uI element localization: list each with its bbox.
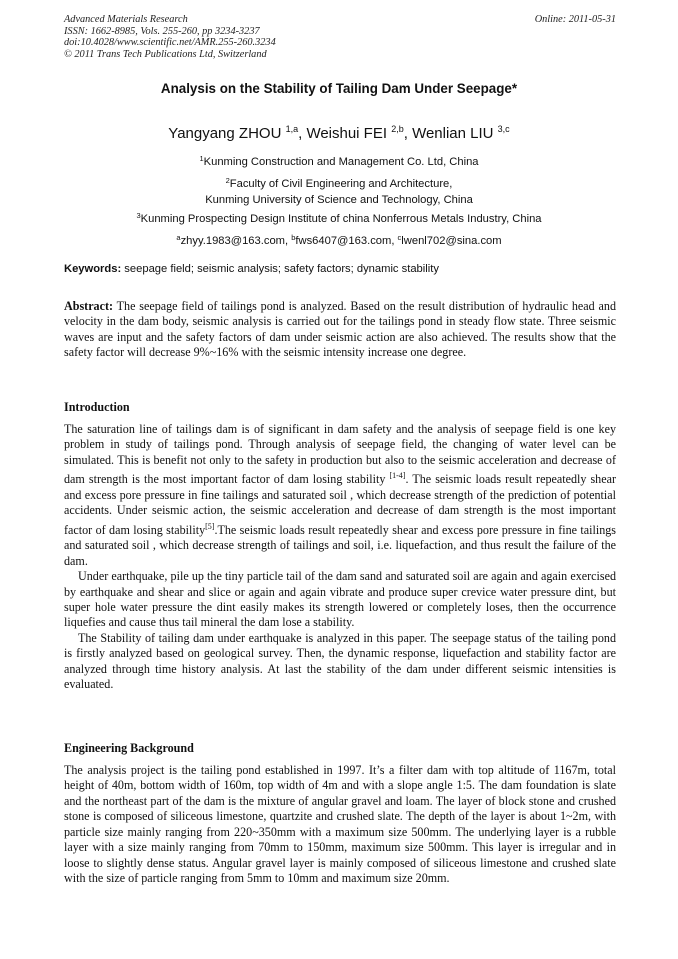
online-date: Online: 2011-05-31 xyxy=(534,14,616,25)
email-address: lwenl702@sina.com xyxy=(401,235,502,247)
introduction-body xyxy=(64,422,616,693)
journal-name: Advanced Materials Research xyxy=(64,14,188,25)
affiliation-3 xyxy=(0,208,678,228)
paper-title: Analysis on the Stability of Tailing Dam Under Seepage* xyxy=(160,81,518,96)
issn-line: ISSN: 1662-8985, Vols. 255-260, pp 3234-3237 xyxy=(64,25,260,37)
affiliation-text: Kunming Prospecting Design Institute of china Nonferrous Metals Industry, China xyxy=(140,213,542,225)
abstract-label: Abstract: xyxy=(64,299,114,313)
author-superscript: 3,c xyxy=(497,124,510,134)
author-separator: , xyxy=(298,125,307,142)
author-superscript: 1,a xyxy=(285,124,299,134)
email-marker: c xyxy=(397,233,402,242)
affiliation-marker: 2 xyxy=(225,176,230,185)
author-list xyxy=(0,124,678,142)
keywords-text: seepage field; seismic analysis; safety factors; dynamic stability xyxy=(121,263,439,275)
engineering-background-body xyxy=(64,763,616,887)
copyright-line: © 2011 Trans Tech Publications Ltd, Switzerland xyxy=(64,48,267,60)
affiliation-2 xyxy=(0,173,678,208)
paragraph: The Stability of tailing dam under earthquake is analyzed in this paper. The seepage status of the tailing pond is firstly analyzed based on geological survey. Then, the dynamic response, liquefaction and stability factor are analyzed through time history analysis. At last the stability of the dam under different seismic intensities is evaluated. xyxy=(64,630,616,692)
affiliation-text: Kunming Construction and Management Co. Ltd, China xyxy=(203,156,479,168)
author-separator: , xyxy=(403,125,413,142)
paragraph: Under earthquake, pile up the tiny particle tail of the dam sand and saturated soil are again and again exercised by earthquake and shear and slice or again and again vibrate and produce super crevice water pressure dint, but super hole water pressure the dint easily makes its strength lowered or completely loses, then the occurrence liquefies and cause thus tail mineral the dam lose a stability. xyxy=(64,569,616,630)
email-line xyxy=(0,230,678,250)
paragraph-text: . The seismic loads result repeatedly shear and excess pore pressure in fine tailings and saturated soil , which decrease strength of the prediction of potential accidents. Under seismic action, the seismic acceleration and decrease of dam strength is the most important factor of dam losing stability xyxy=(64,472,616,537)
abstract-text: The seepage field of tailings pond is analyzed. Based on the result distribution of hydraulic head and velocity in the dam body, seismic analysis is carried out for the tailings pond in steady flow state. Three seismic waves are input and the safety factors of dam under seismic action are also achieved. The results show that the safety factor will decrease 9%~16% with the seismic intensity increase one degree. xyxy=(64,299,616,360)
affiliation-text: Faculty of Civil Engineering and Architecture, xyxy=(229,178,453,190)
citation: [1-4] xyxy=(389,471,406,481)
keywords-label: Keywords: xyxy=(64,263,122,275)
section-heading-introduction: Introduction xyxy=(64,400,130,414)
email-address: zhyy.1983@163.com, xyxy=(180,235,292,247)
section-heading-engineering-background: Engineering Background xyxy=(64,741,194,755)
affiliation-text: Kunming University of Science and Technology, China xyxy=(205,193,473,206)
paragraph-text: The saturation line of tailings dam is of significant in dam safety and the analysis of seepage field is one key problem in study of tailings pond. Through analysis of seepage field, the changing of water level can be simulated. This is benefit not only to the safety in production but also to the seismic acceleration and decrease of dam strength is the most important factor of dam losing stability xyxy=(64,422,616,487)
paragraph-text: .The seismic loads result repeatedly shear and excess pore pressure in fine tailings and saturated soil , which decrease strength of tailings and soil, i.e. liquefaction, and thus result the failure of the dam. xyxy=(64,522,616,568)
doi-line: doi:10.4028/www.scientific.net/AMR.255-260.3234 xyxy=(64,37,276,49)
author-name: Weishui FEI xyxy=(306,125,388,142)
author-name: Yangyang ZHOU xyxy=(168,125,282,142)
email-address: fws6407@163.com, xyxy=(295,235,398,247)
affiliation-1 xyxy=(0,151,678,171)
affiliation-marker: 3 xyxy=(136,211,141,220)
email-marker: a xyxy=(176,233,181,242)
keywords xyxy=(64,263,624,275)
paragraph: The analysis project is the tailing pond established in 1997. It’s a filter dam with top altitude of 1167m, total height of 40m, bottom width of 160m, top width of 4m and with a slope angle 1:5. The dam foundation is slate and the northeast part of the dam is the mixture of angular gravel and loam. The layer of block stone and crushed stone is composed of siliceous limestone, quartzite and crushed slate. The depth of the layer is about 1~2m, with particle size mainly ranging from 220~350mm with a maximum size 500mm. The underlying layer is a rubble layer with a size mainly ranging from 70mm to 150mm, maximum size 500mm. This layer is irregular and in loose to slightly dense status. Angular gravel layer is mainly composed of siliceous limestone and crushed slate with the size of particle ranging from 5mm to 10mm and maximum size 20mm. xyxy=(64,763,616,886)
affiliation-marker: 1 xyxy=(199,154,204,163)
author-superscript: 2,b xyxy=(391,124,404,134)
publication-header xyxy=(64,14,616,60)
citation: [5] xyxy=(205,521,215,531)
author-name: Wenlian LIU xyxy=(412,125,494,142)
email-marker: b xyxy=(291,233,296,242)
abstract xyxy=(64,299,616,361)
paragraph xyxy=(64,422,616,569)
